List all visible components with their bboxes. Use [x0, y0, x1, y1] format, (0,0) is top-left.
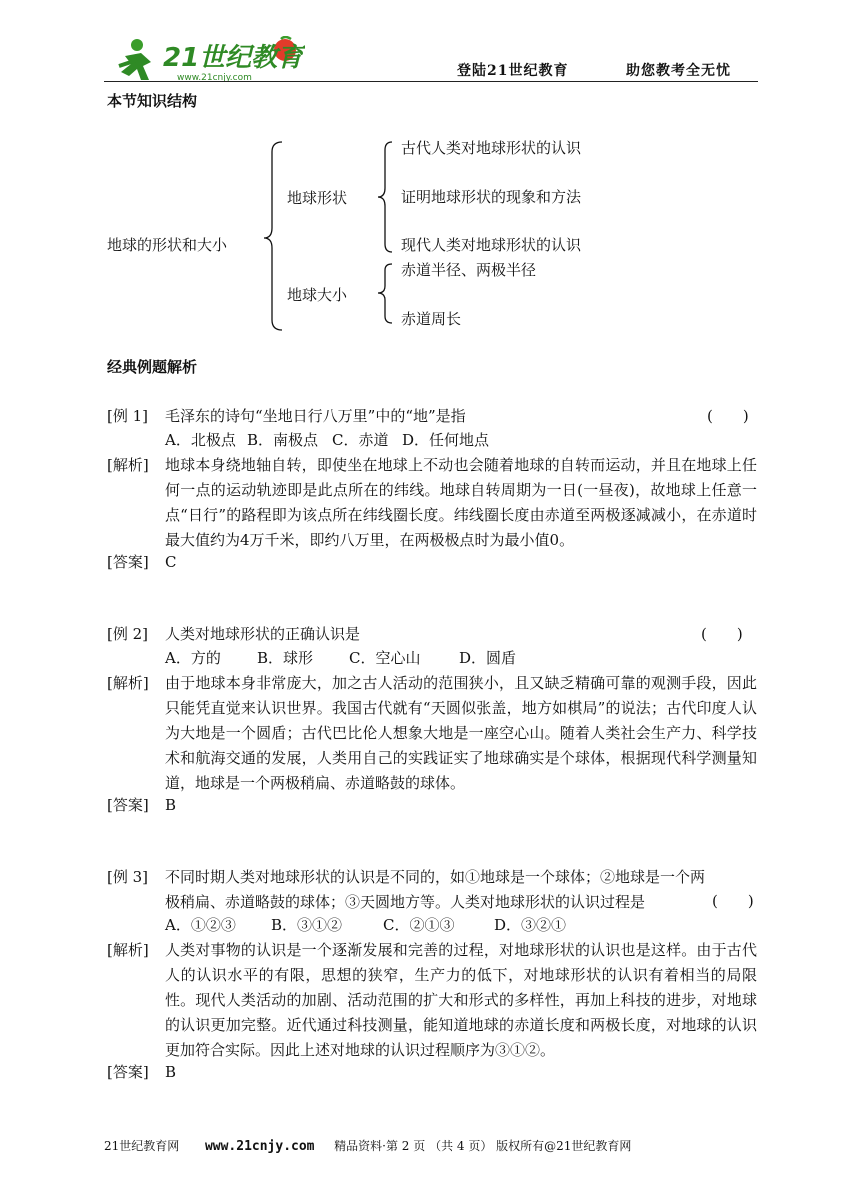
example-1-question: 毛泽东的诗句“坐地日行八万里”中的“地”是指	[165, 407, 466, 425]
example-2-tag: [例 2]	[107, 625, 149, 643]
header-slogan-left: 登陆21世纪教育	[457, 63, 569, 79]
runner-logo-icon	[119, 39, 151, 80]
example-2-answer: B	[165, 796, 177, 814]
logo-url: www.21cnjy.com	[177, 73, 252, 83]
examples-heading: 经典例题解析	[107, 358, 198, 376]
example-1-answer-blank: ( )	[707, 407, 749, 425]
header-slogan-right: 助您教考全无忧	[626, 63, 731, 79]
option: D．任何地点	[402, 431, 490, 449]
footer-site: 21世纪教育网	[104, 1139, 180, 1153]
shape-brace	[376, 140, 396, 254]
example-1-tag: [例 1]	[107, 407, 149, 425]
example-1-answer: C	[165, 553, 177, 571]
option: C．空心山	[349, 649, 421, 667]
option: B．南极点	[247, 431, 319, 449]
option: C．赤道	[332, 431, 389, 449]
header-divider	[104, 81, 758, 82]
example-3-question: 不同时期人类对地球形状的认识是不同的，如①地球是一个球体；②地球是一个两极稍扁、赤道略鼓的球体；③天圆地方等。人类对地球形状的认识过程是	[165, 868, 706, 911]
size-item: 赤道周长	[401, 310, 462, 328]
option: A．方的	[165, 649, 221, 667]
example-2-analysis-tag: [解析]	[107, 674, 149, 692]
structure-heading: 本节知识结构	[107, 92, 198, 110]
example-3-answer-tag: [答案]	[107, 1063, 149, 1081]
option: B．球形	[257, 649, 314, 667]
footer-url[interactable]: www.21cnjy.com	[204, 1139, 315, 1154]
example-2-options	[165, 651, 757, 667]
option: D．圆盾	[459, 649, 517, 667]
footer-meta: 精品资料·第 2 页 （共 4 页） 版权所有@21世纪教育网	[334, 1139, 632, 1153]
example-2-answer-tag: [答案]	[107, 796, 149, 814]
logo-wordmark: 21世纪教育	[163, 43, 304, 73]
branch-size-label: 地球大小	[287, 286, 348, 304]
example-1-analysis: 地球本身绕地轴自转，即使坐在地球上不动也会随着地球的自转而运动，并且在地球上任何一点的运动轨迹即是此点所在的纬线。地球自转周期为一日(一昼夜)，故地球上任意一点“日行”的路程即为该点所在纬线圈长度。纬线圈长度由赤道至两极逐减减小，在赤道时最大值约为4万千米，即约八万里，在两极极点时为最小值0。	[165, 456, 757, 549]
size-item: 赤道半径、两极半径	[401, 261, 537, 279]
size-brace	[376, 262, 396, 326]
option: B．③①②	[271, 916, 343, 934]
example-2-question: 人类对地球形状的正确认识是	[165, 625, 361, 643]
page-footer	[104, 1140, 631, 1153]
example-3-answer: B	[165, 1063, 177, 1081]
branch-shape-label: 地球形状	[287, 189, 348, 207]
example-3-tag: [例 3]	[107, 868, 149, 886]
example-2-analysis: 由于地球本身非常庞大，加之古人活动的范围狭小，且又缺乏精确可靠的观测手段，因此只能凭直觉来认识世界。我国古代就有“天圆似张盖，地方如棋局”的说法；古代印度人认为大地是一个圆盾；古代巴比伦人想象大地是一座空心山。随着人类社会生产力、科学技术和航海交通的发展，人类用自己的实践证实了地球确实是个球体，根据现代科学测量知道，地球是一个两极稍扁、赤道略鼓的球体。	[165, 674, 757, 792]
option: A．北极点	[165, 431, 236, 449]
example-3-analysis-tag: [解析]	[107, 941, 149, 959]
option: D．③②①	[494, 916, 567, 934]
example-2-answer-blank: ( )	[701, 625, 743, 643]
big-brace	[262, 140, 286, 332]
example-1-answer-tag: [答案]	[107, 553, 149, 571]
option: C．②①③	[383, 916, 455, 934]
example-3-options	[165, 918, 757, 934]
shape-item: 古代人类对地球形状的认识	[401, 139, 582, 157]
example-1-options	[165, 433, 757, 449]
shape-item: 证明地球形状的现象和方法	[401, 188, 582, 206]
shape-item: 现代人类对地球形状的认识	[401, 236, 582, 254]
example-3-answer-blank: ( )	[712, 892, 754, 910]
structure-root: 地球的形状和大小	[107, 236, 228, 254]
example-3-analysis: 人类对事物的认识是一个逐渐发展和完善的过程，对地球形状的认识也是这样。由于古代人的认识水平的有限，思想的狭窄，生产力的低下，对地球形状的认识有着相当的局限性。现代人类活动的加剧、活动范围的扩大和形式的多样性，再加上科技的进步，对地球的认识更加完整。近代通过科技测量，能知道地球的赤道长度和两极长度，对地球的认识更加符合实际。因此上述对地球的认识过程顺序为③①②。	[165, 941, 757, 1059]
option: A．①②③	[165, 916, 236, 934]
example-1-analysis-tag: [解析]	[107, 456, 149, 474]
